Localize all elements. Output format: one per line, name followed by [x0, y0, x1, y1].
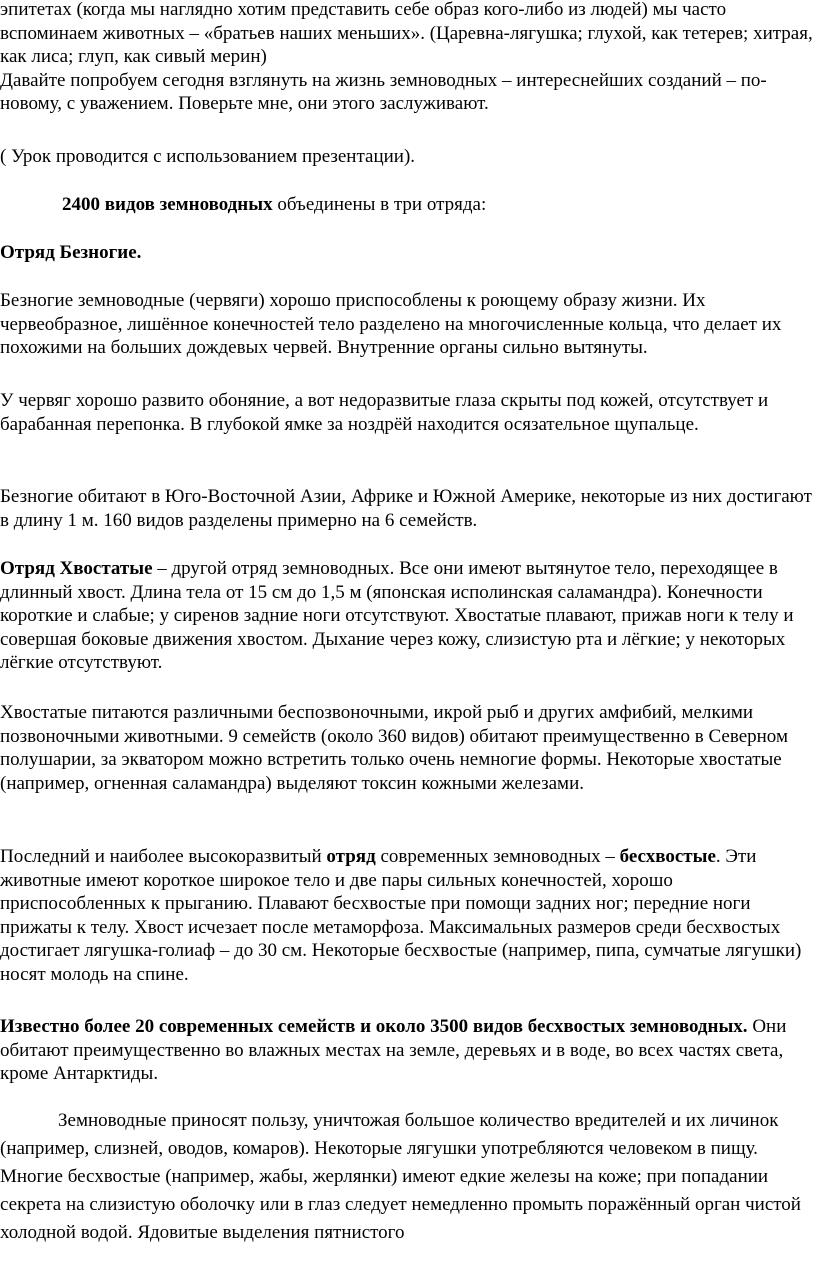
- bold-text: 2400 видов земноводных: [62, 194, 273, 215]
- paragraph-order-tailless: [0, 845, 814, 987]
- paragraph-tailed-diet: Хвостатые питаются различными беспозвоночными, икрой рыб и других амфибий, мелкими позвоночными животными. 9 семейств (около 360 видов) обитают преимущественно в Северном полушарии, за экватором можно встретить только очень немногие формы. Некоторые хвостатые (например, огненная саламандра) выделяют токсин кожными железами.: [0, 702, 788, 794]
- paragraph-tailless-families: [0, 1015, 814, 1086]
- paragraph-text: Давайте попробуем сегодня взглянуть на жизнь земноводных – интереснейших созданий – по-новому, с уважением. Поверьте мне, они этого заслуживают.: [0, 69, 767, 115]
- paragraph-species-intro: [0, 193, 814, 217]
- bold-text: бесхвостые: [619, 846, 716, 867]
- paragraph-text: . Эти животные имеют короткое широкое тело и две пары сильных конечностей, хорошо приспособленных к прыганию. Плавают бесхвостые при помощи задних ног; передние ноги прижаты к телу. Хвост исчезает после метаморфоза. Максимальных размеров среди бесхвостых достигает лягушка-голиаф – до 30 см. Некоторые бесхвостые (например, пипа, сумчатые лягушки) носят молодь на спине.: [0, 846, 802, 985]
- paragraph-text: Они обитают преимущественно во влажных местах на земле, деревьях и в воде, во всех частях света, кроме Антарктиды.: [0, 1016, 787, 1085]
- paragraph-text: объединены в три отряда:: [272, 194, 487, 215]
- paragraph-text: Последний и наиболее высокоразвитый: [0, 846, 327, 867]
- paragraph-legless-habitat: Безногие обитают в Юго-Восточной Азии, Африке и Южной Америке, некоторые из них достигают в длину 1 м. 160 видов разделены примерно на 6 семейств.: [0, 486, 812, 531]
- bold-text: Отряд Хвостатые: [0, 558, 153, 579]
- paragraph-legless-senses: У червяг хорошо развито обоняние, а вот недоразвитые глаза скрыты под кожей, отсутствует и барабанная перепонка. В глубокой ямке за ноздрёй находится осязательное щупальце.: [0, 390, 769, 435]
- heading-order-legless: [0, 241, 814, 265]
- bold-text: отряд: [326, 846, 376, 867]
- paragraph-epithets: [0, 0, 814, 116]
- paragraph-text: – другой отряд земноводных. Все они имеют вытянутое тело, переходящее в длинный хвост. Длина тела от 15 см до 1,5 м (японская исполинская саламандра). Конечности короткие и слабые; у сиренов задние ноги отсутствуют. Хвостатые плавают, прижав ноги к телу и совершая боковые движения хвостом. Дыхание через кожу, слизистую рта и лёгкие; у некоторых лёгкие отсутствуют.: [0, 558, 794, 674]
- paragraph-presentation-note: ( Урок проводится с использованием презентации).: [0, 146, 416, 167]
- bold-text: Отряд Безногие.: [0, 242, 142, 263]
- paragraph-legless-body: Безногие земноводные (червяги) хорошо приспособлены к роющему образу жизни. Их червеобразное, лишённое конечностей тело разделено на многочисленные кольца, что делает их похожими на больших дождевых червей. Внутренние органы сильно вытянуты.: [0, 290, 782, 359]
- bold-text: Известно более 20 современных семейств и около 3500 видов бесхвостых земноводных.: [0, 1016, 748, 1037]
- paragraph-benefits: Земноводные приносят пользу, уничтожая большое количество вредителей и их личинок (например, слизней, оводов, комаров). Некоторые лягушки употребляются человеком в пищу. Многие бесхвостые (например, жабы, жерлянки) имеют едкие железы на коже; при попадании секрета на слизистую оболочку или в глаз следует немедленно промыть поражённый орган чистой холодной водой. Ядовитые выделения пятнистого: [0, 1110, 801, 1243]
- paragraph-order-tailed: [0, 557, 814, 675]
- paragraph-text: современных земноводных –: [375, 846, 620, 867]
- paragraph-text: эпитетах (когда мы наглядно хотим представить себе образ кого-либо из людей) мы часто вспоминаем животных – «братьев наших меньших». (Царевна-лягушка; глухой, как тетерев; хитрая, как лиса; глуп, как сивый мерин): [0, 0, 813, 68]
